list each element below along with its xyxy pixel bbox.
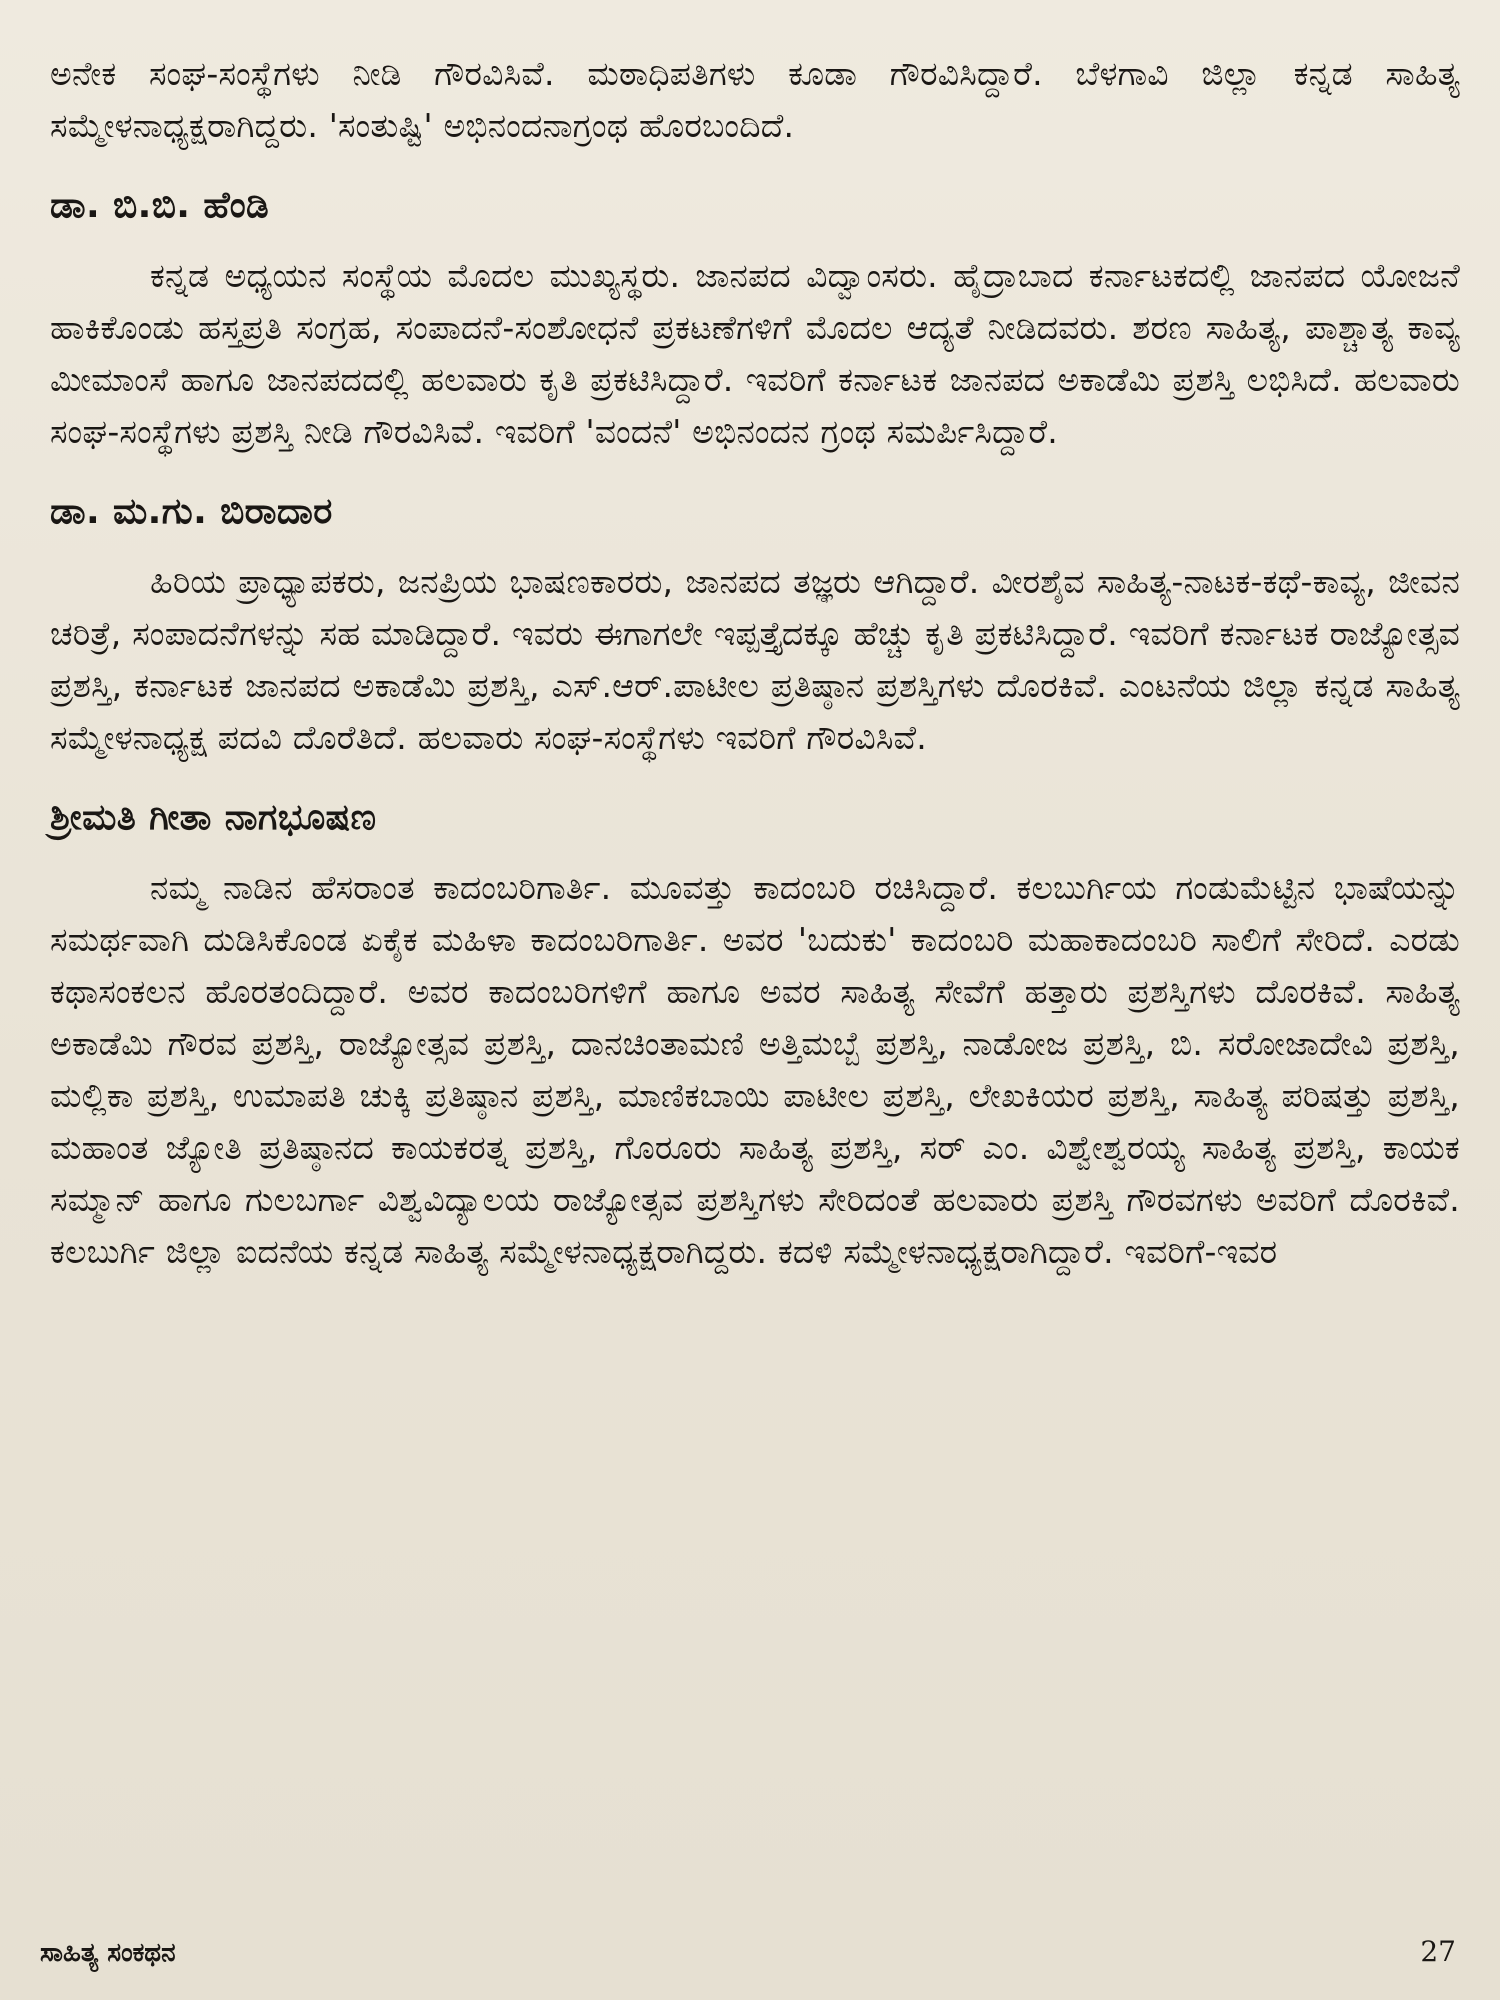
section-paragraph-hendi: ಕನ್ನಡ ಅಧ್ಯಯನ ಸಂಸ್ಥೆಯ ಮೊದಲ ಮುಖ್ಯಸ್ಥರು. ಜಾನಪದ ವಿದ್ವಾಂಸರು. ಹೈದ್ರಾಬಾದ ಕರ್ನಾಟಕದಲ್ಲಿ ಜಾನಪದ ಯೋಜನೆ ಹಾಕಿಕೊಂಡು ಹಸ್ತಪ್ರತಿ ಸಂಗ್ರಹ, ಸಂಪಾದನೆ-ಸಂಶೋಧನೆ ಪ್ರಕಟಣೆಗಳಿಗೆ ಮೊದಲ ಆದ್ಯತೆ ನೀಡಿದವರು. ಶರಣ ಸಾಹಿತ್ಯ, ಪಾಶ್ಚಾತ್ಯ ಕಾವ್ಯ ಮೀಮಾಂಸೆ ಹಾಗೂ ಜಾನಪದದಲ್ಲಿ ಹಲವಾರು ಕೃತಿ ಪ್ರಕಟಿಸಿದ್ದಾರೆ. ಇವರಿಗೆ ಕರ್ನಾಟಕ ಜಾನಪದ ಅಕಾಡೆಮಿ ಪ್ರಶಸ್ತಿ ಲಭಿಸಿದೆ. ಹಲವಾರು ಸಂಘ-ಸಂಸ್ಥೆಗಳು ಪ್ರಶಸ್ತಿ ನೀಡಿ ಗೌರವಿಸಿವೆ. ಇವರಿಗೆ 'ವಂದನೆ' ಅಭಿನಂದನ ಗ್ರಂಥ ಸಮರ್ಪಿಸಿದ್ದಾರೆ. [50,256,1460,451]
section-paragraph-biradar: ಹಿರಿಯ ಪ್ರಾಧ್ಯಾಪಕರು, ಜನಪ್ರಿಯ ಭಾಷಣಕಾರರು, ಜಾನಪದ ತಜ್ಞರು ಆಗಿದ್ದಾರೆ. ವೀರಶೈವ ಸಾಹಿತ್ಯ-ನಾಟಕ-ಕಥೆ-ಕಾವ್ಯ, ಜೀವನ ಚರಿತ್ರೆ, ಸಂಪಾದನೆಗಳನ್ನು ಸಹ ಮಾಡಿದ್ದಾರೆ. ಇವರು ಈಗಾಗಲೇ ಇಪ್ಪತ್ತೈದಕ್ಕೂ ಹೆಚ್ಚು ಕೃತಿ ಪ್ರಕಟಿಸಿದ್ದಾರೆ. ಇವರಿಗೆ ಕರ್ನಾಟಕ ರಾಜ್ಯೋತ್ಸವ ಪ್ರಶಸ್ತಿ, ಕರ್ನಾಟಕ ಜಾನಪದ ಅಕಾಡೆಮಿ ಪ್ರಶಸ್ತಿ, ಎಸ್.ಆರ್.ಪಾಟೀಲ ಪ್ರತಿಷ್ಠಾನ ಪ್ರಶಸ್ತಿಗಳು ದೊರಕಿವೆ. ಎಂಟನೆಯ ಜಿಲ್ಲಾ ಕನ್ನಡ ಸಾಹಿತ್ಯ ಸಮ್ಮೇಳನಾಧ್ಯಕ್ಷ ಪದವಿ ದೊರೆತಿದೆ. ಹಲವಾರು ಸಂಘ-ಸಂಸ್ಥೆಗಳು ಇವರಿಗೆ ಗೌರವಿಸಿವೆ. [50,562,1460,757]
section-heading-geetha: ಶ್ರೀಮತಿ ಗೀತಾ ನಾಗಭೂಷಣ [50,797,377,838]
page-number: 27 [1420,1935,1456,1968]
section-heading-hendi: ಡಾ. ಬಿ.ಬಿ. ಹೆಂಡಿ [50,185,270,226]
footer-book-title: ಸಾಹಿತ್ಯ ಸಂಕಥನ [40,1938,176,1968]
page-footer [40,1935,1456,1969]
section-paragraph-geetha: ನಮ್ಮ ನಾಡಿನ ಹೆಸರಾಂತ ಕಾದಂಬರಿಗಾರ್ತಿ. ಮೂವತ್ತು ಕಾದಂಬರಿ ರಚಿಸಿದ್ದಾರೆ. ಕಲಬುರ್ಗಿಯ ಗಂಡುಮೆಟ್ಟಿನ ಭಾಷೆಯನ್ನು ಸಮರ್ಥವಾಗಿ ದುಡಿಸಿಕೊಂಡ ಏಕೈಕ ಮಹಿಳಾ ಕಾದಂಬರಿಗಾರ್ತಿ. ಅವರ 'ಬದುಕು' ಕಾದಂಬರಿ ಮಹಾಕಾದಂಬರಿ ಸಾಲಿಗೆ ಸೇರಿದೆ. ಎರಡು ಕಥಾಸಂಕಲನ ಹೊರತಂದಿದ್ದಾರೆ. ಅವರ ಕಾದಂಬರಿಗಳಿಗೆ ಹಾಗೂ ಅವರ ಸಾಹಿತ್ಯ ಸೇವೆಗೆ ಹತ್ತಾರು ಪ್ರಶಸ್ತಿಗಳು ದೊರಕಿವೆ. ಸಾಹಿತ್ಯ ಅಕಾಡೆಮಿ ಗೌರವ ಪ್ರಶಸ್ತಿ, ರಾಜ್ಯೋತ್ಸವ ಪ್ರಶಸ್ತಿ, ದಾನಚಿಂತಾಮಣಿ ಅತ್ತಿಮಬ್ಬೆ ಪ್ರಶಸ್ತಿ, ನಾಡೋಜ ಪ್ರಶಸ್ತಿ, ಬಿ. ಸರೋಜಾದೇವಿ ಪ್ರಶಸ್ತಿ, ಮಲ್ಲಿಕಾ ಪ್ರಶಸ್ತಿ, ಉಮಾಪತಿ ಚುಕ್ಕಿ ಪ್ರತಿಷ್ಠಾನ ಪ್ರಶಸ್ತಿ, ಮಾಣಿಕಬಾಯಿ ಪಾಟೀಲ ಪ್ರಶಸ್ತಿ, ಲೇಖಕಿಯರ ಪ್ರಶಸ್ತಿ, ಸಾಹಿತ್ಯ ಪರಿಷತ್ತು ಪ್ರಶಸ್ತಿ, ಮಹಾಂತ ಜ್ಯೋತಿ ಪ್ರತಿಷ್ಠಾನದ ಕಾಯಕರತ್ನ ಪ್ರಶಸ್ತಿ, ಗೊರೂರು ಸಾಹಿತ್ಯ ಪ್ರಶಸ್ತಿ, ಸರ್ ಎಂ. ವಿಶ್ವೇಶ್ವರಯ್ಯ ಸಾಹಿತ್ಯ ಪ್ರಶಸ್ತಿ, ಕಾಯಕ ಸಮ್ಮಾನ್ ಹಾಗೂ ಗುಲಬರ್ಗಾ ವಿಶ್ವವಿದ್ಯಾಲಯ ರಾಜ್ಯೋತ್ಸವ ಪ್ರಶಸ್ತಿಗಳು ಸೇರಿದಂತೆ ಹಲವಾರು ಪ್ರಶಸ್ತಿ ಗೌರವಗಳು ಅವರಿಗೆ ದೊರಕಿವೆ. ಕಲಬುರ್ಗಿ ಜಿಲ್ಲಾ ಐದನೆಯ ಕನ್ನಡ ಸಾಹಿತ್ಯ ಸಮ್ಮೇಳನಾಧ್ಯಕ್ಷರಾಗಿದ್ದರು. ಕದಳಿ ಸಮ್ಮೇಳನಾಧ್ಯಕ್ಷರಾಗಿದ್ದಾರೆ. ಇವರಿಗೆ-ಇವರ [50,868,1460,1271]
intro-paragraph: ಅನೇಕ ಸಂಘ-ಸಂಸ್ಥೆಗಳು ನೀಡಿ ಗೌರವಿಸಿವೆ. ಮಠಾಧಿಪತಿಗಳು ಕೂಡಾ ಗೌರವಿಸಿದ್ದಾರೆ. ಬೆಳಗಾವಿ ಜಿಲ್ಲಾ ಕನ್ನಡ ಸಾಹಿತ್ಯ ಸಮ್ಮೇಳನಾಧ್ಯಕ್ಷರಾಗಿದ್ದರು. 'ಸಂತುಷ್ಟಿ' ಅಭಿನಂದನಾಗ್ರಂಥ ಹೊರಬಂದಿದೆ. [50,54,1460,145]
section-heading-biradar: ಡಾ. ಮ.ಗು. ಬಿರಾದಾರ [50,491,333,532]
